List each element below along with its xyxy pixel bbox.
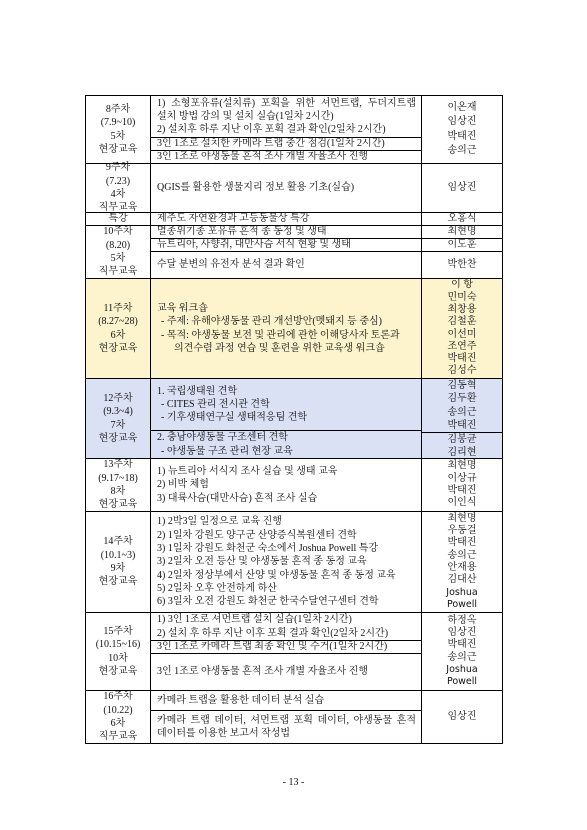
program-line: 3) 1일차 강원도 화천군 숙소에서 Joshua Powell 특강 <box>157 543 379 555</box>
program-block <box>151 430 421 458</box>
program-line: 뉴트리아, 사향쥐, 대만사슴 서식 현황 및 생태 <box>157 239 351 250</box>
instructor-name: 최현명 <box>447 226 477 237</box>
instructor-name: 이 항 <box>451 279 473 291</box>
instructor-name: 민미숙 <box>447 291 477 303</box>
session-number: 6차 <box>110 329 126 341</box>
instructor-block <box>422 96 502 163</box>
week-cell <box>86 96 151 163</box>
program-line: 카메라 트랩 데이터, 셔먼트랩 포획 데이터, 야생동물 흔적 <box>157 714 416 726</box>
session-type: 현장교육 <box>98 342 138 354</box>
instructor-name: 최현명 <box>447 512 477 524</box>
program-line: - 야생동물 구조 관리 현장 교육 <box>161 445 293 457</box>
program-line: 2) 비박 체험 <box>157 479 209 491</box>
program-line: 2) 설치 후 하루 지난 이후 포획 결과 확인(2일차 2시간) <box>157 627 389 639</box>
week-dates: (9.17~18) <box>98 472 138 484</box>
instructor-name: 김대산 <box>447 574 477 586</box>
program-block <box>151 379 421 430</box>
week-dates: (9.3~4) <box>103 406 133 418</box>
week-cell <box>86 213 151 225</box>
program-line: 멸종위기종 포유류 흔적 종 동정 및 생태 <box>157 226 327 237</box>
week-label: 10주차 <box>103 226 133 238</box>
instructor-name: 송의근 <box>447 145 477 156</box>
instructor-name: 오홍식 <box>447 213 477 224</box>
instructor-name: 송의근 <box>447 549 477 561</box>
instructor-cell <box>422 512 502 612</box>
week-label: 16주차 <box>103 691 133 703</box>
session-type: 현장교육 <box>98 665 138 677</box>
schedule-row <box>86 459 502 512</box>
week-cell <box>86 512 151 612</box>
week-cell <box>86 691 151 743</box>
instructor-block <box>422 164 502 212</box>
instructor-block <box>422 613 502 690</box>
instructor-cell <box>422 164 502 212</box>
week-cell <box>86 279 151 378</box>
instructor-cell <box>422 459 502 511</box>
instructor-name: 송의근 <box>447 651 477 663</box>
instructor-name: 이인식 <box>447 497 477 509</box>
instructor-name: 송의근 <box>447 406 477 418</box>
instructor-name: 김성수 <box>447 365 477 377</box>
week-cell <box>86 379 151 458</box>
schedule-row <box>86 164 502 213</box>
schedule-row-workshop <box>86 279 502 379</box>
instructor-block <box>422 213 502 225</box>
program-line: 1) 소형포유류(설치류) 포획을 위한 셔먼트랩, 두더지트랩 <box>157 97 416 109</box>
instructor-cell <box>422 96 502 163</box>
program-line: - CITES 관리 전시관 견학 <box>161 399 270 411</box>
instructor-block <box>422 226 502 238</box>
instructor-name: 김두환 <box>447 393 477 405</box>
session-type: 직무교육 <box>98 266 138 278</box>
instructor-name: 김리현 <box>447 447 477 459</box>
week-label: 9주차 <box>105 162 131 174</box>
program-line: 1) 2박3일 일정으로 교육 진행 <box>157 516 282 528</box>
program-line: 3) 대륙사슴(대만사슴) 흔적 조사 실습 <box>157 492 318 504</box>
instructor-name: 임상진 <box>447 711 477 723</box>
program-line: - 목적: 야생동물 보전 및 관리에 관한 이해당사자 토론과 <box>161 329 400 341</box>
program-block <box>151 459 421 511</box>
page-number: - 13 - <box>282 777 305 788</box>
instructor-name: 하정옥 <box>447 614 477 626</box>
instructor-name: 박태진 <box>447 537 477 549</box>
session-type: 현장교육 <box>98 143 138 155</box>
program-block <box>151 710 421 743</box>
schedule-row <box>86 96 502 164</box>
session-number: 7차 <box>110 419 126 431</box>
instructor-name: Powell <box>446 598 478 610</box>
instructor-cell <box>422 213 502 225</box>
instructor-name: 박태진 <box>447 639 477 651</box>
week-label: 15주차 <box>103 625 133 637</box>
program-block <box>151 613 421 640</box>
instructor-name: 김철훈 <box>447 316 477 328</box>
instructor-name: 우동걸 <box>447 525 477 537</box>
program-line: 카메라 트랩을 활용한 데이터 분석 실습 <box>157 694 325 706</box>
instructor-name: 박태진 <box>447 130 477 142</box>
week-dates: (8.20) <box>105 239 131 251</box>
instructor-name: 임상진 <box>447 182 477 194</box>
instructor-name: 최현명 <box>447 460 477 472</box>
week-dates: (10.15~16) <box>95 639 141 651</box>
program-cell <box>151 226 422 278</box>
program-block <box>151 96 421 137</box>
week-label: 13주차 <box>103 459 133 471</box>
program-cell <box>151 213 422 225</box>
week-cell <box>86 226 151 278</box>
program-cell <box>151 459 422 511</box>
week-cell <box>86 459 151 511</box>
instructor-cell <box>422 691 502 743</box>
instructor-cell <box>422 613 502 690</box>
program-line: - 기후생태연구실 생태적응팀 견학 <box>161 412 308 424</box>
program-line: 6) 3일차 오전 강원도 화천군 한국수달연구센터 견학 <box>157 596 379 608</box>
program-block <box>151 653 421 690</box>
program-line: 3인 1조로 설치한 카메라 트랩 중간 점검(1일차 2시간) <box>157 138 385 149</box>
instructor-block <box>422 691 502 743</box>
session-number: 10차 <box>108 652 128 664</box>
program-line: 의견수렴 과정 연습 및 훈련을 위한 교육생 워크숍 <box>174 342 385 354</box>
week-label: 11주차 <box>103 302 133 314</box>
program-line: 3) 2일차 오전 등산 및 야생동물 흔적 종 동정 교육 <box>157 556 367 568</box>
session-type: 현장교육 <box>98 576 138 588</box>
week-label: 8주차 <box>105 103 131 115</box>
program-line: 설치 방법 강의 및 설치 실습(1일차 2시간) <box>157 110 334 122</box>
instructor-name: Joshua <box>446 663 478 675</box>
week-label: 특강 <box>108 213 128 224</box>
program-line: 2) 1일차 강원도 양구군 산양증식복원센터 견학 <box>157 529 357 541</box>
instructor-name: 이도훈 <box>447 239 477 250</box>
week-dates: (7.23) <box>105 175 131 187</box>
program-line: 3인 1조로 야생동물 흔적 조사 개별 자율조사 진행 <box>157 666 369 678</box>
program-line: 1) 뉴트리아 서식지 조사 실습 및 생태 교육 <box>157 466 338 478</box>
program-line: 4) 2일차 정상부에서 산양 및 야생동물 흔적 종 동정 교육 <box>157 569 396 581</box>
program-block <box>151 512 421 612</box>
instructor-name: 이온재 <box>447 101 477 113</box>
session-type: 현장교육 <box>98 499 138 511</box>
week-cell <box>86 164 151 212</box>
program-line: 1. 국립생태원 견학 <box>157 385 238 397</box>
instructor-block <box>422 251 502 278</box>
instructor-cell <box>422 379 502 458</box>
session-number: 5차 <box>110 253 126 264</box>
week-label: 12주차 <box>103 392 133 404</box>
week-dates: (7.9~10) <box>100 117 136 129</box>
program-line: 2) 설치후 하루 지난 이후 포획 결과 확인(2일차 2시간) <box>157 124 386 136</box>
program-line: 데이터를 이용한 보고서 작성법 <box>157 728 291 739</box>
program-block <box>151 238 421 251</box>
program-line: QGIS를 활용한 생물지리 정보 활용 기초(실습) <box>157 182 355 194</box>
program-line: 3인 1조로 야생동물 흔적 조사 개별 자율조사 진행 <box>157 151 369 162</box>
instructor-name: 이상규 <box>447 472 477 484</box>
instructor-cell <box>422 279 502 378</box>
program-line: 3인 1조로 카메라 트랩 최종 확인 및 수거(1일차 2시간) <box>157 641 388 652</box>
program-block <box>151 137 421 150</box>
schedule-row <box>86 213 502 226</box>
program-cell <box>151 279 422 378</box>
session-type: 직무교육 <box>98 731 138 743</box>
week-cell <box>86 613 151 690</box>
instructor-name: 박태진 <box>447 353 477 365</box>
program-cell <box>151 379 422 458</box>
session-number: 5차 <box>110 130 126 142</box>
session-number: 8차 <box>110 486 126 497</box>
instructor-block <box>422 459 502 511</box>
week-label: 14주차 <box>103 536 133 548</box>
program-block <box>151 251 421 278</box>
instructor-name: 박한찬 <box>447 259 477 271</box>
program-line: 1) 3인 1조로 셔먼트랩 설치 실습(1일차 2시간) <box>157 614 352 626</box>
instructor-name: 최창용 <box>447 303 477 315</box>
instructor-name: 임상진 <box>447 626 477 638</box>
schedule-row-field-trip <box>86 379 502 459</box>
schedule-row <box>86 691 502 744</box>
instructor-name: 이선미 <box>447 328 477 340</box>
program-cell <box>151 691 422 743</box>
program-line: 2. 충남야생동물 구조센터 견학 <box>157 432 288 444</box>
program-block <box>151 640 421 653</box>
schedule-row <box>86 613 502 691</box>
program-line: 수달 분변의 유전자 분석 결과 확인 <box>157 259 305 271</box>
week-dates: (10.22) <box>103 704 133 716</box>
instructor-block <box>422 379 502 432</box>
program-cell <box>151 164 422 212</box>
instructor-name: 임상진 <box>447 116 477 127</box>
program-line: - 주제: 유해야생동물 관리 개선방안(멧돼지 등 중심) <box>161 316 382 328</box>
instructor-block <box>422 432 502 460</box>
instructor-block <box>422 279 502 378</box>
program-block <box>151 226 421 238</box>
program-block <box>151 150 421 163</box>
program-line: 5) 2일차 오후 안전하게 하산 <box>157 582 277 594</box>
schedule-row <box>86 226 502 279</box>
instructor-name: 박태진 <box>447 419 477 431</box>
program-block <box>151 213 421 225</box>
instructor-name: 조연주 <box>447 340 477 352</box>
program-line: 제주도 자연환경과 고등동물상 특강 <box>157 213 310 224</box>
instructor-name: 안재용 <box>447 562 477 573</box>
instructor-name: 김봉균 <box>447 434 477 445</box>
program-cell <box>151 613 422 690</box>
instructor-cell <box>422 226 502 278</box>
instructor-name: Joshua <box>446 586 478 598</box>
instructor-block <box>422 512 502 612</box>
instructor-name: 김동혁 <box>447 379 477 391</box>
program-cell <box>151 512 422 612</box>
session-number: 4차 <box>110 189 126 200</box>
session-type: 직무교육 <box>98 202 138 214</box>
week-dates: (10.1~3) <box>100 549 136 561</box>
instructor-block <box>422 238 502 251</box>
schedule-table <box>85 95 503 744</box>
session-number: 6차 <box>110 718 126 729</box>
schedule-row <box>86 512 502 613</box>
week-dates: (8.27~28) <box>98 316 138 328</box>
program-block <box>151 691 421 710</box>
program-block <box>151 279 421 378</box>
session-number: 9차 <box>110 563 126 574</box>
session-type: 현장교육 <box>98 432 138 444</box>
program-line: 교육 워크숍 <box>157 302 208 314</box>
instructor-name: 박태진 <box>447 485 477 496</box>
program-block <box>151 164 421 212</box>
instructor-name: Powell <box>446 676 478 688</box>
program-cell <box>151 96 422 163</box>
